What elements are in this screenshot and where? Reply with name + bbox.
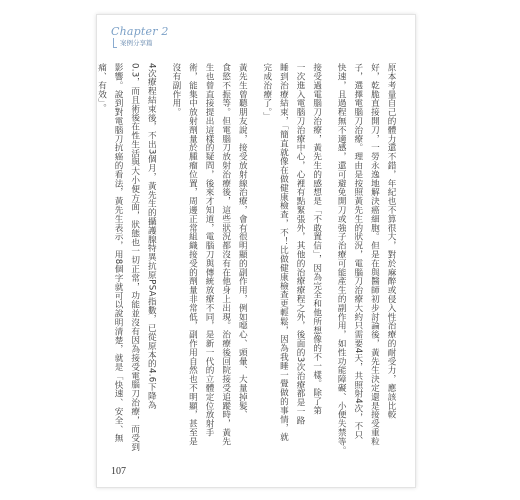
paragraph: 原本考量自己的體力還不錯，年紀也不算很大，對於麻醉或侵入性治療的耐受力，應該比較 好，乾脆直接開刀，一勞永逸地解決癌細胞。但是在與醫師初步討論後，黃先生決定還是接受重粒 子，選擇電腦刀治療。理由是按照黃先生的狀況，電腦刀治療大約只需要4天，共照射4次，不只 快速，且過程無不適感，還可避免開刀或強子治療可能產生的副作用，如性功能障礙、小便失禁等。: [336, 63, 396, 455]
body-text: [85, 63, 399, 455]
paragraph: 黃先生曾聽朋友說，接受放射線治療，會有很明顯的副作用，例如噁心、頭暈、大量掉髮、 食慾不振等。但電腦刀放射治療後，這些狀況都沒有在他身上出現。治療後回院接受追蹤時，黃先 生也曾直接提出這樣的疑問，後來才知道，電腦刀與傳統放療不同，是新一代的立體定位放射手 術，能集中放射劑量於腫瘤位置，周邊正常組織接受的劑量非常低，副作用自然也不明顯，甚至是 沒有副作用。: [170, 63, 248, 446]
paragraph: 接受過電腦刀治療，黃先生的感想是「不敢置信」，因為完全和他所想像的不一樣。除了第 一次進入電腦刀治療中心，心裡有點緊張外，其他的治療療程之外，後面的3次治療都是一路 睡到治療結束，「簡直就像在做健康檢查，不！比做健康檢查更輕鬆，因為我睡一覺做的事情，就 完成治療了。」: [261, 63, 322, 442]
page-number: 107: [111, 466, 126, 477]
paragraph: 4次療程結束後，不出3個月，黃先生的攝護腺特異抗原PSA指數，已從原本的4.6下降為 0.3，而且術後在性生活與大小便方面，狀態也一切正常，功能並沒有因為接受電腦刀治療，而受到 影響。說到對電腦刀抗癌的看法，黃先生表示，用8個字就可以說明清楚，就是「快速、安全、無 痛、有效」。: [96, 63, 157, 452]
section-title: 案例分享篇: [120, 39, 153, 47]
book-page: [96, 14, 416, 488]
header-bracket: [113, 38, 117, 48]
chapter-label: Chapter 2: [111, 25, 169, 38]
